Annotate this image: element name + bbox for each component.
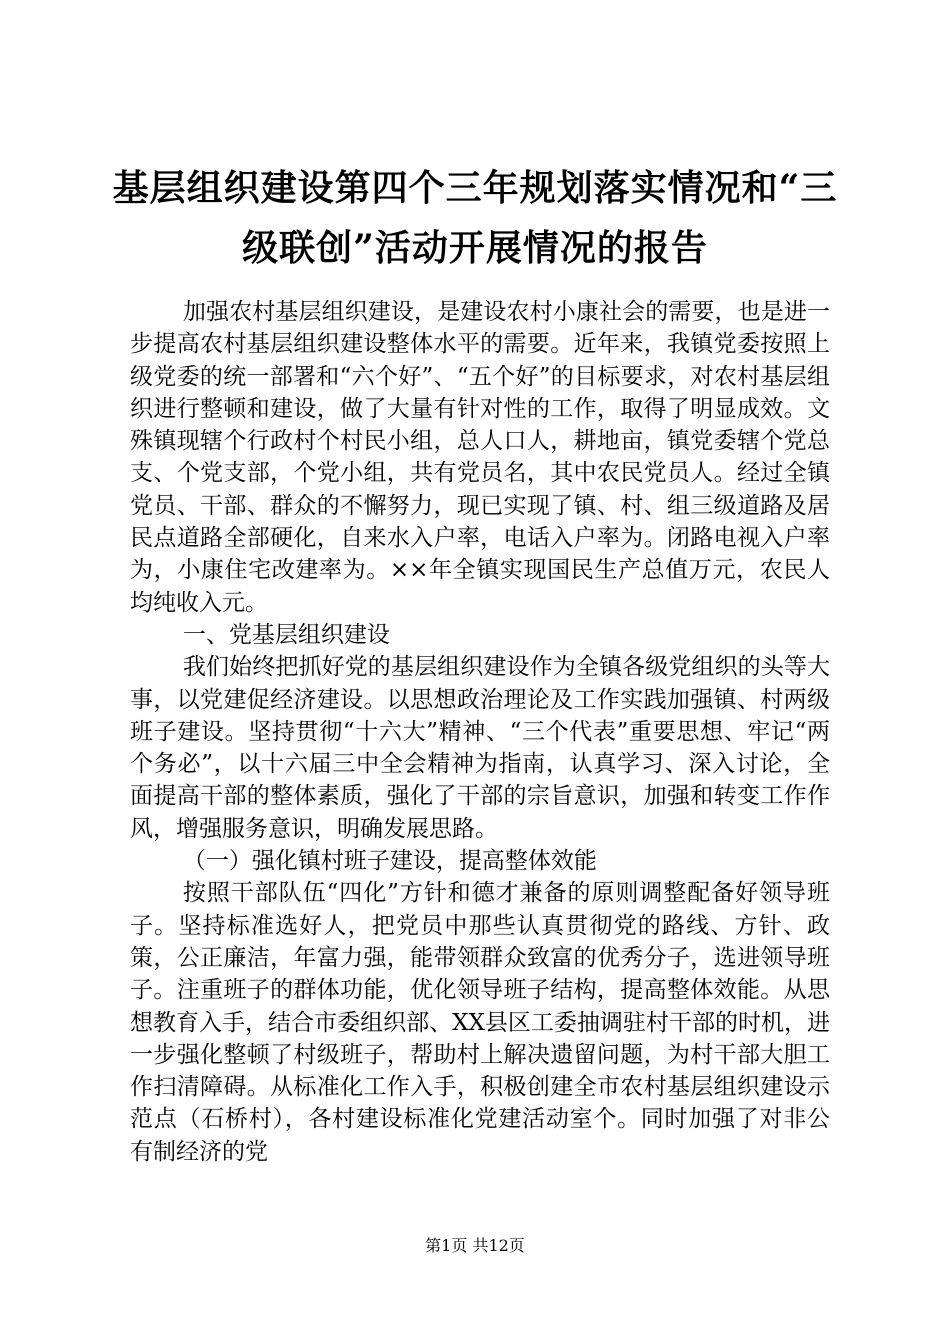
paragraph-section-1: 我们始终把抓好党的基层组织建设作为全镇各级党组织的头等大事，以党建促经济建设。以思想政治理论及工作实践加强镇、村两级班子建设。坚持贯彻“十六大”精神、“三个代表”重要思想、牢记“两个务必”，以十六届三中全会精神为指南，认真学习、深入讨论，全面提高干部的整体素质，强化了干部的宗旨意识，加强和转变工作作风，增强服务意识，明确发展思路。	[130, 654, 830, 842]
paragraph-intro: 加强农村基层组织建设，是建设农村小康社会的需要，也是进一步提高农村基层组织建设整体水平的需要。近年来，我镇党委按照上级党委的统一部署和“六个好”、“五个好”的目标要求，对农村基层组织进行整顿和建设，做了大量有针对性的工作，取得了明显成效。文殊镇现辖个行政村个村民小组，总人口人，耕地亩，镇党委辖个党总支、个党支部，个党小组，共有党员名，其中农民党员人。经过全镇党员、干部、群众的不懈努力，现已实现了镇、村、组三级道路及居民点道路全部硬化，自来水入户率，电话入户率为。闭路电视入户率为，小康住宅改建率为。××年全镇实现国民生产总值万元，农民人均纯收入元。	[130, 299, 830, 616]
document-body	[130, 296, 830, 1168]
page-footer: 第1页 共12页	[425, 1236, 525, 1255]
document-title: 基层组织建设第四个三年规划落实情况和“三级联创”活动开展情况的报告	[112, 167, 838, 269]
paragraph-subsection-1: 按照干部队伍“四化”方针和德才兼备的原则调整配备好领导班子。坚持标准选好人，把党员中那些认真贯彻党的路线、方针、政策，公正廉洁，年富力强，能带领群众致富的优秀分子，选进领导班子。注重班子的群体功能，优化领导班子结构，提高整体效能。从思想教育入手，结合市委组织部、XX县区工委抽调驻村干部的时机，进一步强化整顿了村级班子，帮助村上解决遗留问题，为村干部大胆工作扫清障碍。从标准化工作入手，积极创建全市农村基层组织建设示范点（石桥村），各村建设标准化党建活动室个。同时加强了对非公有制经济的党	[130, 880, 830, 1165]
section-heading: 一、党基层组织建设	[182, 621, 390, 648]
subsection-heading: （一）强化镇村班子建设，提高整体效能	[182, 848, 597, 875]
